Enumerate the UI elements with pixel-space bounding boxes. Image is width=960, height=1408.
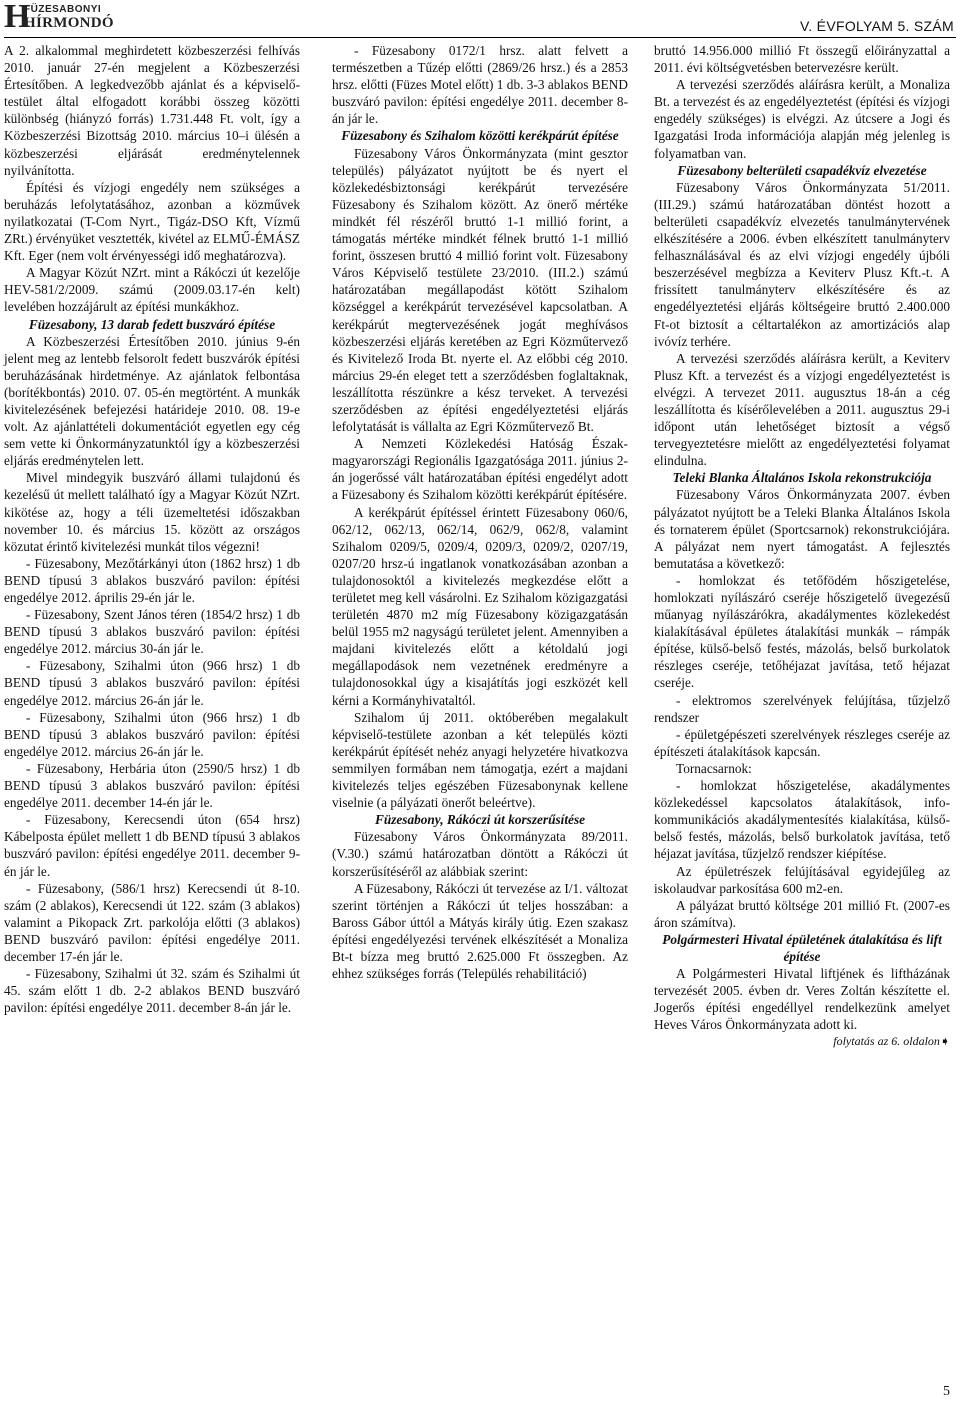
paragraph: A kerékpárút építéssel érintett Füzesabony 060/6, 062/12, 062/13, 062/14, 062/9, 062/8, valamint Szihalom 0209/5, 0209/4, 0209/3, 0209/2, 0207/19, 0207/20 hrsz-ú ingatlanok vonatkozásában azonban a tulajdonosoktól a kivitelezés megkezdése előtt a területet meg kell vásárolni. Ez Szihalom közigazgatási területén 4870 m2 míg Füzesabony közigazgatásán belül 1955 m2 nagyságú területet jelent. Amennyiben a majdani kivitelezés előtt a kétoldalú jogi megállapodások nem vezetnének eredményre a tulajdonosokkal úgy a kisajátítás jogi eszközét kell kérni a Kormányhivataltól. xyxy=(332,504,628,708)
paragraph: A Közbeszerzési Értesítőben 2010. június 9-én jelent meg az lentebb felsorolt fedett buszvárók építési beruházásának hirdetménye. Az ajánlatok felbontása (borítékbontás) 2010. 07. 05-én megtörtént. A munkák kivitelezésének befejezési határideje 2010. 08. 19-e volt. Az ajánlattételi dokumentációt egyetlen egy cég sem vette ki Önkormányzatunktól így a közbeszerzési eljárás eredménytelen lett. xyxy=(4,333,300,469)
paragraph: Füzesabony Város Önkormányzata 51/2011. (III.29.) számú határozatában döntést hozott a belterületi csapadékvíz elvezetés tanulmánytervének elkészítésére a 2006. évben elkészített tanulmányterv felhasználásával és az elvi vízjogi engedély újbóli beszerzésével megbízza a Keviterv Plusz Kft.-t. A frissített tanulmányterv elkészítésére és az engedélyeztetési eljárás költségeire bruttó 2.400.000 Ft-ot biztosít a céltartalékon az amortizációs alap ivóvíz terhére. xyxy=(654,179,950,349)
paragraph: A Füzesabony, Rákóczi út tervezése az I/1. változat szerint történjen a Rákóczi út teljes hosszában: a Baross Gábor úttól a Mátyás király útig. Ezen szakasz építési engedélyezési tervének elkészítését a Monaliza Bt-t bízza meg bruttó 2.625.000 Ft összegben. Az ehhez szükséges forrás (Település rehabilitáció) xyxy=(332,880,628,982)
paragraph: A pályázat bruttó költsége 201 millió Ft. (2007-es áron számítva). xyxy=(654,897,950,930)
paragraph: Szihalom új 2011. októberében megalakult képviselő-testülete azonban a két település közti kerékpárút építését nehéz anyagi helyzetére hivatkozva semmilyen formában nem támogatja, ezért a majdani kivitelezés teljes egészében Füzesabonynak kellene viselnie (a pályázati önerőt beleértve). xyxy=(332,709,628,811)
paragraph: A Polgármesteri Hivatal liftjének és liftházának tervezését 2005. évben dr. Veres Zoltán készítette el. Jogerős építési engedéllyel rendelkezünk amelyet Heves Város Önkormányzata adott ki. xyxy=(654,966,950,1033)
paragraph: bruttó 14.956.000 millió Ft összegű előirányzattal a 2011. évi költségvetésben betervezésre került. xyxy=(654,43,950,76)
paragraph: Mivel mindegyik buszváró állami tulajdonú és kezelésű út mellett található így a Magyar Közút NZrt. kikötése az, hogy a téli üzemeltetési időszakban november 10. és március 15. között az országos közutat érintő kivitelezési munkát tilos végezni! xyxy=(4,470,300,554)
continued-note xyxy=(654,1033,950,1050)
list-item: - Füzesabony, (586/1 hrsz) Kerecsendi út 8-10. szám (2 ablakos), Kerecsendi út 122. szám (3 ablakos) valamint a Pikopack Zrt. parkolója előtti (3 ablakos) BEND buszváró pavilon: építési engedélye 2011. december 17-én jár le. xyxy=(4,880,300,964)
paragraph: Az épületrészek felújításával egyidejűleg az iskolaudvar parkosítása 600 m2-en. xyxy=(654,863,950,896)
section-heading: Füzesabony, Rákóczi út korszerűsítése xyxy=(374,812,586,828)
section-heading: Füzesabony belterületi csapadékvíz elvezetése xyxy=(677,162,927,178)
list-item: - Füzesabony, Kerecsendi úton (654 hrsz) Kábelposta épület mellett 1 db BEND típusú 3 ablakos buszváró pavilon: építési engedélye 2011. december 9-én jár le. xyxy=(4,812,300,879)
list-item: - homlokzat és tetőfödém hőszigetelése, homlokzati nyílászáró cseréje hőszigetelő üvegezésű műanyag nyílászárókra, akadálymentes közlekedést kialakításával épületes átalakítási munkák – rámpák építése, külső-belső festés, mázolás, belső burkolatok részleges cseréje, tetőhéjazat javítása, tető héjazat cseréje. xyxy=(654,572,950,691)
list-item: - Füzesabony, Mezőtárkányi úton (1862 hrsz) 1 db BEND típusú 3 ablakos buszváró pavilon: építési engedélye 2012. április 29-én jár le. xyxy=(4,555,300,605)
paragraph: A tervezési szerződés aláírásra került, a Monaliza Bt. a tervezést és az engedélyeztetést (építési és vízjogi engedély szükséges) is elvégzi. Az útcsere a Jogi és Igazgatási Iroda információja alapján még jelenleg is folyamatban van. xyxy=(654,77,950,161)
list-item: - Füzesabony, Szihalmi úton (966 hrsz) 1 db BEND típusú 3 ablakos buszváró pavilon: építési engedélye 2012. március 26-án jár le. xyxy=(4,709,300,759)
newspaper-logo xyxy=(4,0,114,36)
logo-line1: FÜZESABONYI xyxy=(24,4,102,15)
list-item: - Füzesabony, Szihalmi út 32. szám és Szihalmi út 45. szám előtt 1 db. 2-2 ablakos BEND buszváró pavilon: építési engedélye 2011. december 8-án jár le. xyxy=(4,966,300,1016)
column-2 xyxy=(332,42,628,982)
paragraph: Füzesabony Város Önkormányzata 2007. évben pályázatot nyújtott be a Teleki Blanka Általános Iskola és tornaterem épület (Sportcsarnok) rekonstrukciójára. A pályázat nem nyert támogatást. A fejlesztés bemutatása a következő: xyxy=(654,487,950,571)
list-item: - homlokzat hőszigetelése, akadálymentes közlekedéssel kapcsolatos átalakítások, info-kommunikációs akadálymentesítés kialakítása, külső-belső festés, mázolás, belső burkolatok javítása, tető héjazat javítása, tűzjelző rendszer kiépítése. xyxy=(654,778,950,862)
paragraph: Füzesabony Város Önkormányzata 89/2011. (V.30.) számú határozatban döntött a Rákóczi út korszerűsítéséről az alábbiak szerint: xyxy=(332,829,628,879)
column-1 xyxy=(4,42,300,1016)
logo-line2: HÍRMONDÓ xyxy=(24,15,114,31)
list-item: - Füzesabony, Szihalmi úton (966 hrsz) 1 db BEND típusú 3 ablakos buszváró pavilon: építési engedélye 2012. március 26-án jár le. xyxy=(4,658,300,708)
section-heading: Teleki Blanka Általános Iskola rekonstrukciója xyxy=(672,470,932,486)
paragraph: Tornacsarnok: xyxy=(676,760,752,776)
column-3 xyxy=(654,42,950,1051)
paragraph: A Magyar Közút NZrt. mint a Rákóczi út kezelője HEV-581/2/2009. számú (2009.03.17-én kelt) levelében hozzájárult az építési munkákhoz. xyxy=(4,265,300,315)
paragraph: Építési és vízjogi engedély nem szükséges a beruházás lefolytatásához, azonban a közművek nyilatkozatai (T-Com Nyrt., Tigáz-DSO Kft, Vízmű ZRt.) érvényüket vesztették, kivétel az ELMŰ-ÉMÁSZ Kft. Eger (nem volt érvényességi idő meghatározva). xyxy=(4,179,300,264)
list-item: - Füzesabony 0172/1 hrsz. alatt felvett a természetben a Tűzép előtti (2869/26 hrsz.) és a 2853 hrsz. előtti (Füzes Motel előtt) 1 db. 3-3 ablakos BEND buszváró pavilon: építési engedélye 2011. december 8-án jár le. xyxy=(332,43,628,127)
paragraph: A tervezési szerződés aláírásra került, a Keviterv Plusz Kft. a tervezést és a vízjogi engedélyeztetést is elvégzi. A tervezet 2011. augusztus 18-án a cég leszállította és kísérőlevelében a 2011. augusztus 29-i időpont után lehetőséget biztosít a végső tervegyeztetésre mielőtt az engedélyeztetési folyamat elindulna. xyxy=(654,350,950,469)
list-item: - Füzesabony, Szent János téren (1854/2 hrsz) 1 db BEND típusú 3 ablakos buszváró pavilon: építési engedélye 2012. március 30-án jár le. xyxy=(4,607,300,657)
list-item: - Füzesabony, Herbária úton (2590/5 hrsz) 1 db BEND típusú 3 ablakos buszváró pavilon: építési engedélye 2011. december 14-én jár le. xyxy=(4,760,300,811)
list-item: - elektromos szerelvények felújítása, tűzjelző rendszer xyxy=(654,692,950,725)
header-rule xyxy=(4,37,956,38)
logo-letter: H xyxy=(4,0,31,35)
section-heading: Füzesabony, 13 darab fedett buszváró építése xyxy=(28,316,276,332)
paragraph: A Nemzeti Közlekedési Hatóság Észak-magyarországi Regionális Igazgatósága 2011. június 2-án jogerőssé vált határozatában építési engedélyt adott a Füzesabony és Szihalom közötti kerékpárút építésére. xyxy=(332,436,628,503)
list-item: - épületgépészeti szerelvények részleges cseréje az építészeti átalakítások kapcsán. xyxy=(654,726,950,759)
section-heading: Füzesabony és Szihalom közötti kerékpárút építése xyxy=(341,128,619,144)
volume-issue: V. ÉVFOLYAM 5. SZÁM xyxy=(799,18,954,34)
paragraph: Füzesabony Város Önkormányzata (mint gesztor település) pályázatot nyújtott be és nyert el közlekedésbiztonsági kerékpárút tervezésére Füzesabony és Szihalom között. Az önerő mértéke mindkét fél részéről bruttó 1-1 millió forint, a támogatás mértéke mindkét félnek bruttó 1-1 millió forint, összesen bruttó 4 millió forint volt. Füzesabony Város Képviselő testülete 23/2010. (III.2.) számú határozatában megállapodást kötött Szihalom községgel a kerékpárút tervezésével kapcsolatban. A kerékpárút megtervezésének jogát meghívásos közbeszerzési eljárás keretében az Egri Közműtervező és Kivitelező Iroda Bt. nyerte el. Az előbbi cég 2010. március 29-én eleget tett a szerződésben foglaltaknak, leszállította részünkre a kész terveket. A tervezési szerződésben az építési engedélyeztetési eljárás lefolytatását is vállalta az Egri Közműtervező Bt. xyxy=(332,145,628,435)
page-header xyxy=(0,0,960,40)
paragraph: A 2. alkalommal meghirdetett közbeszerzési felhívás 2010. január 27-én megjelent a Közbeszerzési Értesítőben. A legkedvezőbb ajánlat és a képviselő-testület által elfogadott korábbi összeg közötti különbség (hiányzó forrás) 1.731.448 Ft. volt, így a Közbeszerzési Bizottság 2010. március 10–i ülésén a közbeszerzési eljárását eredménytelennek nyilvánította. xyxy=(4,43,300,178)
page-number: 5 xyxy=(943,1384,950,1399)
section-heading: Polgármesteri Hivatal épületének átalakítása és lift építése xyxy=(662,931,942,964)
arrow-right-icon: ➧ xyxy=(939,1034,950,1049)
continued-text: folytatás az 6. oldalon xyxy=(833,1034,940,1049)
